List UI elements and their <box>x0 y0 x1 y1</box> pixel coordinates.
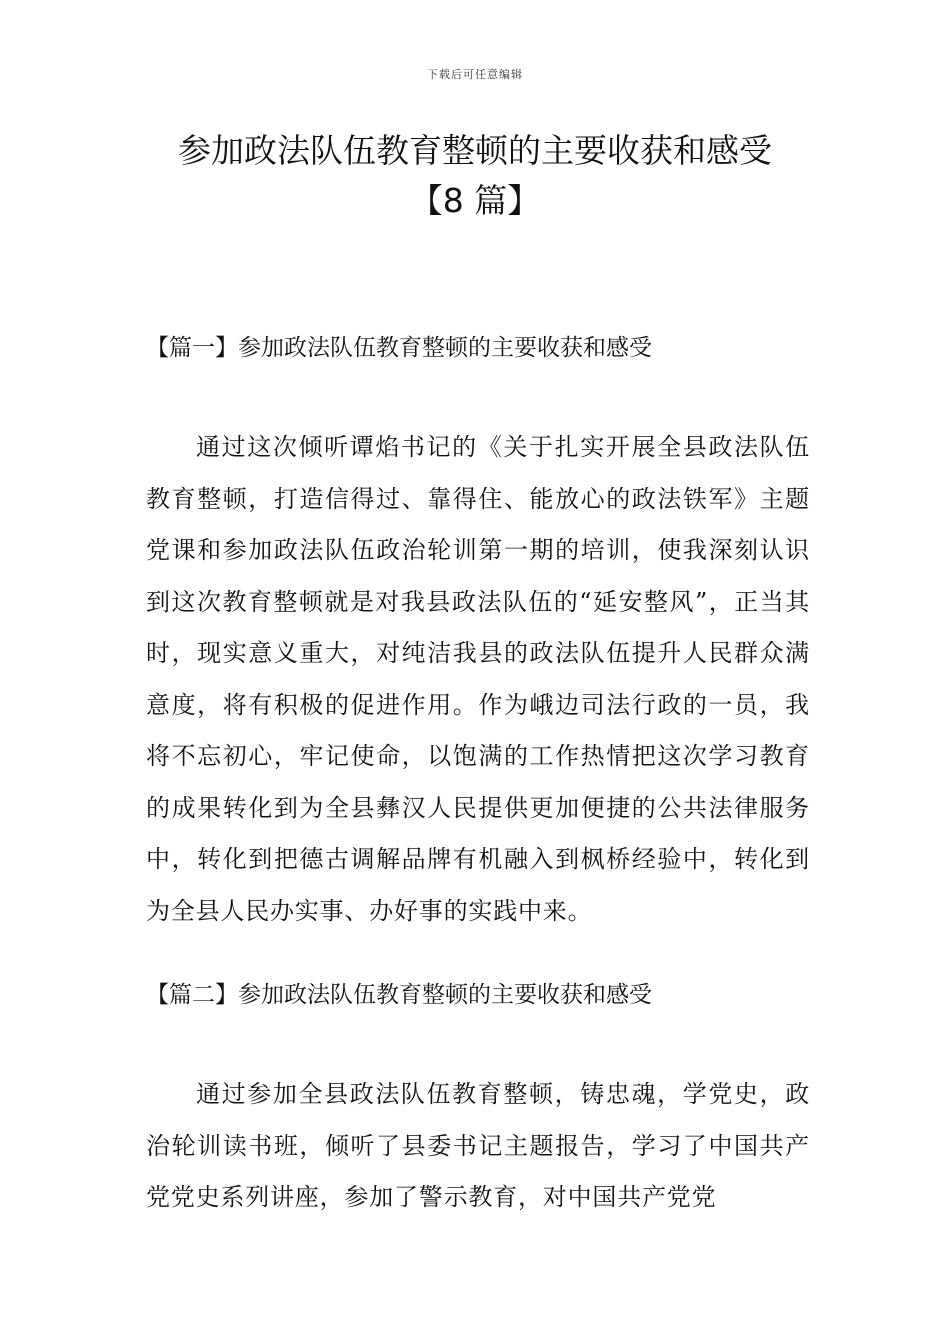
title-line-2: 【8 篇】 <box>409 181 541 220</box>
title-line-1: 参加政法队伍教育整顿的主要收获和感受 <box>178 131 772 170</box>
section-body-1: 通过这次倾听谭焰书记的《关于扎实开展全县政法队伍教育整顿，打造信得过、靠得住、能放心的政法铁军》主题党课和参加政法队伍政治轮训第一期的培训，使我深刻认识到这次教育整顿就是对我县政法队伍的“延安整风”，正当其时，现实意义重大，对纯洁我县的政法队伍提升人民群众满意度，将有积极的促进作用。作为峨边司法行政的一员，我将不忘初心，牢记使命，以饱满的工作热情把这次学习教育的成果转化到为全县彝汉人民提供更加便捷的公共法律服务中，转化到把德古调解品牌有机融入到枫桥经验中，转化到为全县人民办实事、办好事的实践中来。 <box>146 433 810 925</box>
section-heading-2: 【篇二】参加政法队伍教育整顿的主要收获和感受 <box>146 982 652 1008</box>
document-title <box>100 126 850 226</box>
section-body-2: 通过参加全县政法队伍教育整顿，铸忠魂，学党史，政治轮训读书班，倾听了县委书记主题报告，学习了中国共产党党史系列讲座，参加了警示教育，对中国共产党党 <box>146 1080 810 1211</box>
section-heading-1: 【篇一】参加政法队伍教育整顿的主要收获和感受 <box>146 335 652 361</box>
header-note: 下载后可任意编辑 <box>427 68 523 81</box>
